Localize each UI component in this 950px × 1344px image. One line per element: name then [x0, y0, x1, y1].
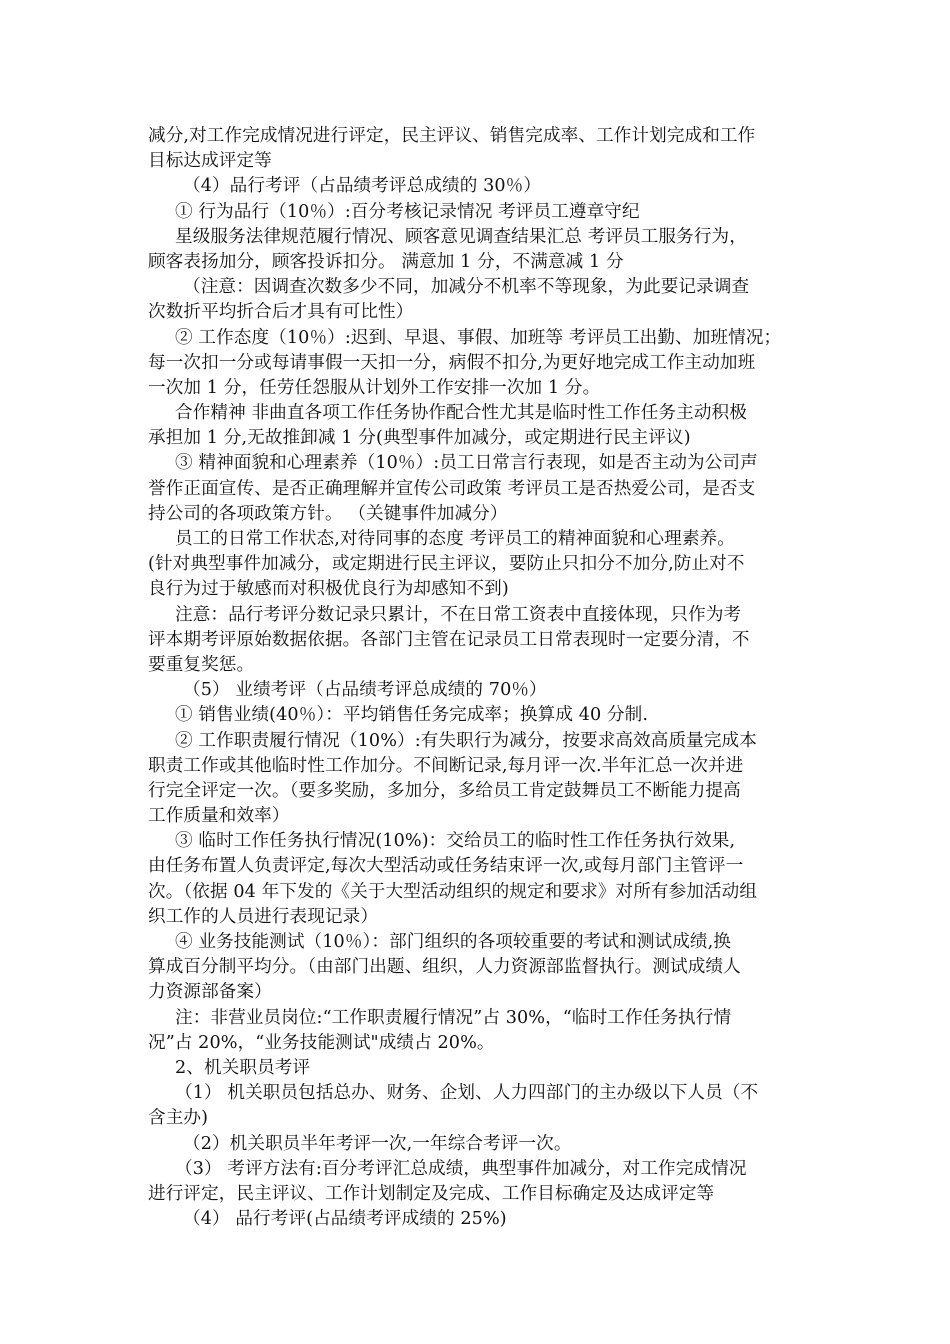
text-line: 注：非营业员岗位:“工作职责履行情况”占 30%，“临时工作任务执行情 — [175, 1007, 732, 1028]
text-line: 况”占 20%，“业务技能测试"成绩占 20%。 — [148, 1032, 495, 1053]
text-line: 评本期考评原始数据依据。各部门主管在记录员工日常表现时一定要分清，不 — [148, 629, 750, 650]
text-line: 工作质量和效率） — [148, 806, 290, 827]
text-line: 含主办) — [148, 1108, 209, 1129]
text-line: ④ 业务技能测试（10％）：部门组织的各项较重要的考试和测试成绩,换 — [175, 932, 731, 952]
text-line: （注意：因调查次数多少不同，加减分不机率不等现象，为此要记录调查 — [183, 277, 750, 298]
text-line: （3） 考评方法有:百分考评汇总成绩，典型事件加减分，对工作完成情况 — [175, 1158, 747, 1179]
text-line: 星级服务法律规范履行情况、顾客意见调查结果汇总 考评员工服务行为， — [175, 226, 747, 247]
text-line: 减分,对工作完成情况进行评定，民主评议、销售完成率、工作计划完成和工作 — [148, 126, 756, 146]
text-line: 织工作的人员进行表现记录） — [148, 906, 379, 927]
text-line: 员工的日常工作状态,对待同事的态度 考评员工的精神面貌和心理素养。 — [175, 529, 735, 549]
text-line: 力资源部备案） — [148, 982, 272, 1003]
text-line: 算成百分制平均分。（由部门出题、组织，人力资源部监督执行。测试成绩人 — [148, 957, 741, 978]
text-line: （4）品行考评（占品绩考评总成绩的 30％） — [183, 176, 542, 197]
text-line: 目标达成评定等 — [148, 151, 272, 172]
text-line: 职责工作或其他临时性工作加分。不间断记录,每月评一次.半年汇总一次并进 — [148, 755, 744, 776]
text-line: (针对典型事件加减分，或定期进行民主评议，要防止只扣分不加分,防止对不 — [148, 554, 745, 575]
text-line: 合作精神 非曲直各项工作任务协作配合性尤其是临时性工作任务主动积极 — [175, 403, 747, 424]
text-line: （4） 品行考评(占品绩考评成绩的 25%) — [183, 1209, 507, 1230]
text-line: 由任务布置人负责评定,每次大型活动或任务结束评一次,或每月部门主管评一 — [148, 856, 744, 877]
text-line: 注意：品行考评分数记录只累计，不在日常工资表中直接体现，只作为考 — [175, 604, 742, 625]
text-line: 良行为过于敏感而对积极优良行为却感知不到) — [148, 579, 509, 600]
text-line: 顾客表扬加分，顾客投诉扣分。 满意加 1 分，不满意减 1 分 — [148, 251, 624, 272]
text-line: ② 工作职责履行情况（10%）:有失职行为减分，按要求高效高质量完成本 — [175, 730, 757, 751]
text-line: （2）机关职员半年考评一次,一年综合考评一次。 — [183, 1133, 572, 1154]
text-line: （5） 业绩考评（占品绩考评总成绩的 70％） — [183, 680, 547, 701]
text-line: 行完全评定一次。（要多奖励，多加分，多给员工肯定鼓舞员工不断能力提高 — [148, 780, 741, 801]
text-line: 2、机关职员考评 — [175, 1057, 311, 1078]
text-line: 次数折平均折合后才具有可比性） — [148, 302, 414, 323]
text-line: 每一次扣一分或每请事假一天扣一分，病假不扣分,为更好地完成工作主动加班 — [148, 352, 756, 373]
text-line: 持公司的各项政策方针。 （关键事件加减分） — [148, 503, 508, 524]
text-line: 承担加 1 分,无故推卸减 1 分(典型事件加减分，或定期进行民主评议) — [148, 428, 691, 449]
text-line: 进行评定，民主评议、工作计划制定及完成、工作目标确定及达成评定等 — [148, 1183, 715, 1204]
text-line: ③ 精神面貌和心理素养（10％）:员工日常言行表现，如是否主动为公司声 — [175, 453, 758, 474]
document-page — [148, 124, 808, 1232]
text-line: 次。（依据 04 年下发的《关于大型活动组织的规定和要求》对所有参加活动组 — [148, 881, 758, 902]
text-line: 要重复奖惩。 — [148, 654, 255, 675]
text-line: ③ 临时工作任务执行情况(10%)：交给员工的临时性工作任务执行效果, — [175, 831, 736, 852]
text-line: 誉作正面宣传、是否正确理解并宣传公司政策 考评员工是否热爱公司，是否支 — [148, 478, 756, 499]
text-line: （1） 机关职员包括总办、财务、企划、人力四部门的主办级以下人员（不 — [175, 1083, 759, 1104]
text-line: ① 销售业绩(40％）：平均销售任务完成率；换算成 40 分制. — [175, 705, 649, 726]
text-line: 一次加 1 分，任劳任怨服从计划外工作安排一次加 1 分。 — [148, 377, 601, 398]
text-line: ② 工作态度（10％）:迟到、早退、事假、加班等 考评员工出勤、加班情况； — [175, 327, 782, 348]
text-line: ① 行为品行（10％）:百分考核记录情况 考评员工遵章守纪 — [175, 201, 640, 222]
